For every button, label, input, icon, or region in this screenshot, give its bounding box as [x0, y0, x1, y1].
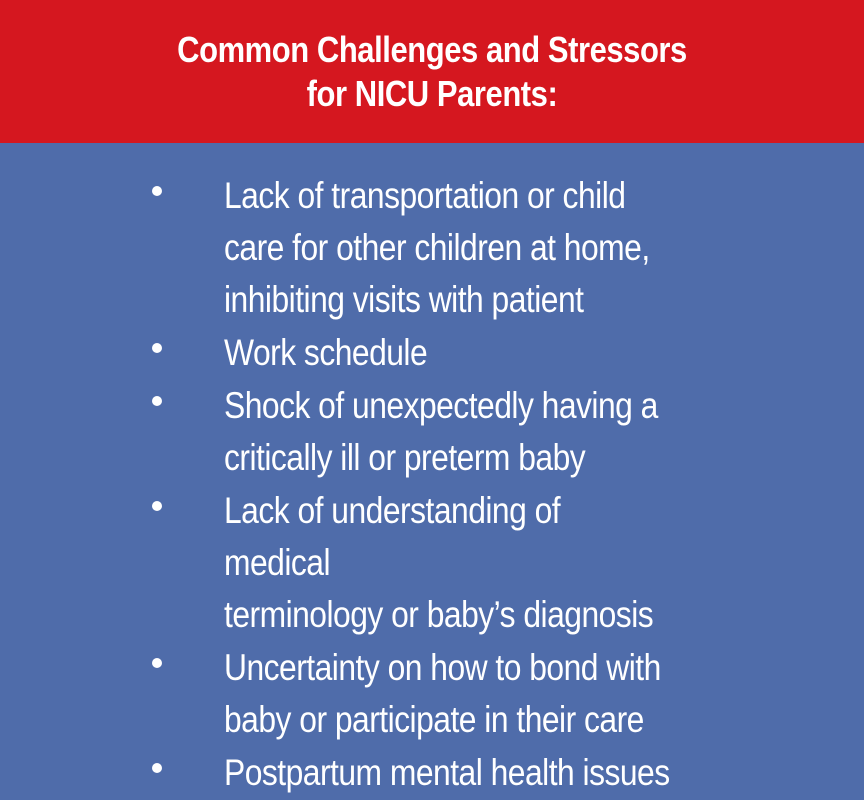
- list-item: [0, 327, 864, 379]
- list-item-text: Shock of unexpectedly having a critically ill or preterm baby: [224, 385, 658, 478]
- list-item-text: Postpartum mental health issues: [224, 752, 670, 793]
- list-item: [0, 485, 864, 641]
- bullet-icon: [152, 763, 162, 773]
- list-item: [0, 747, 864, 799]
- list-item: [0, 642, 864, 746]
- list-item-text: Work schedule: [224, 332, 428, 373]
- list-item: [0, 170, 864, 326]
- header-title-line-1: Common Challenges and Stressors: [177, 29, 687, 70]
- bullet-icon: [152, 501, 162, 511]
- bullet-icon: [152, 658, 162, 668]
- challenges-list: [0, 170, 864, 800]
- bullet-icon: [152, 343, 162, 353]
- list-item-text: Lack of transportation or child care for other children at home, inhibiting visits with patient: [224, 175, 650, 320]
- list-item-text: Lack of understanding of medical terminology or baby’s diagnosis: [224, 490, 654, 635]
- bullet-icon: [152, 396, 162, 406]
- header-title-line-2: for NICU Parents:: [306, 73, 558, 114]
- bullet-icon: [152, 186, 162, 196]
- list-item: [0, 380, 864, 484]
- list-item-text: Uncertainty on how to bond with baby or participate in their care: [224, 647, 661, 740]
- panel-header: [0, 0, 864, 143]
